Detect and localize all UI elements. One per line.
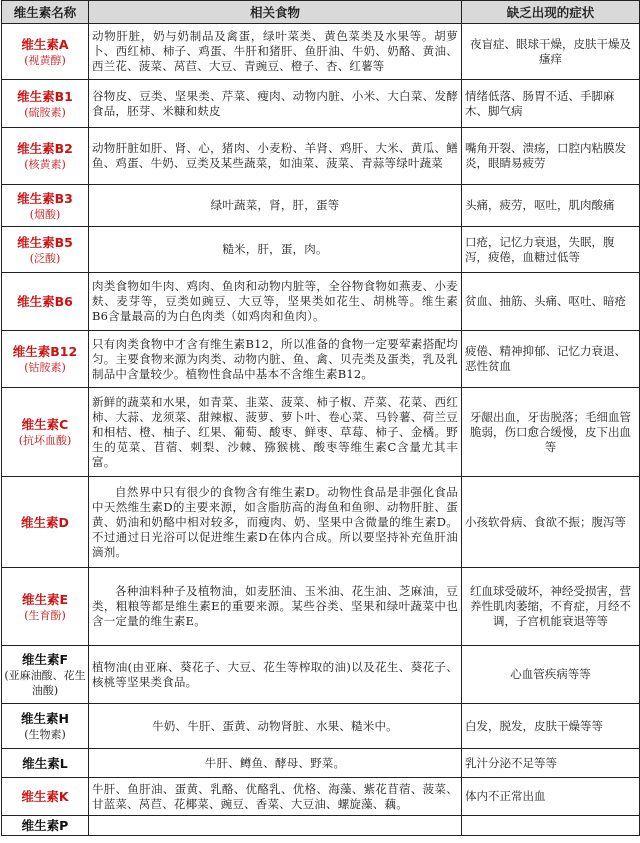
header-vitamin-name: 维生素名称 xyxy=(2,1,89,24)
table-row xyxy=(2,128,640,185)
table-row xyxy=(2,80,640,128)
vitamin-name: 维生素B2 xyxy=(17,141,73,156)
vitamin-name: 维生素D xyxy=(21,514,69,530)
related-food-cell: 牛肝、鱼肝油、蛋黄、乳酪、优酪乳、优格、海藻、紫花苜蓿、菠菜、甘蓝菜、莴苣、花椰菜、豌豆、香菜、大豆油、螺旋藻、藕。 xyxy=(89,778,462,816)
header-row xyxy=(2,1,640,24)
vitamin-table xyxy=(1,0,640,836)
deficiency-symptom-cell: 牙龈出血，牙齿脱落；毛细血管脆弱，伤口愈合缓慢，皮下出血等 xyxy=(462,388,640,477)
vitamin-name: 维生素K xyxy=(21,789,69,804)
vitamin-name-cell xyxy=(2,128,89,185)
vitamin-name: 维生素B6 xyxy=(17,294,73,309)
vitamin-chemical-name: (钴胺素) xyxy=(24,361,66,374)
vitamin-name-cell xyxy=(2,477,89,568)
deficiency-symptom-cell: 乳汁分泌不足等等 xyxy=(462,749,640,778)
vitamin-name-cell xyxy=(2,331,89,388)
table-row xyxy=(2,646,640,704)
deficiency-symptom-cell: 贫血、抽筋、头痛、呕吐、暗疮 xyxy=(462,273,640,331)
vitamin-name: 维生素C xyxy=(21,417,69,432)
deficiency-symptom-cell: 心血管疾病等等 xyxy=(462,646,640,704)
deficiency-symptom-cell xyxy=(462,816,640,836)
vitamin-chemical-name: (抗坏血酸) xyxy=(18,434,72,447)
related-food-cell: 绿叶蔬菜，肾，肝，蛋等 xyxy=(89,185,462,227)
deficiency-symptom-cell: 头痛，疲劳，呕吐，肌肉酸痛 xyxy=(462,185,640,227)
related-food-cell: 肉类食物如牛肉、鸡肉、鱼肉和动物内脏等，全谷物食物如燕麦、小麦麸、麦芽等，豆类如豌豆、大豆等，坚果类如花生、胡桃等。维生素B6含量最高的为白色肉类（如鸡肉和鱼肉）。 xyxy=(89,273,462,331)
vitamin-name-cell xyxy=(2,24,89,80)
vitamin-chemical-name: (泛酸) xyxy=(29,251,61,265)
vitamin-chemical-name: (亚麻油酸、花生油酸) xyxy=(4,669,86,697)
table-row xyxy=(2,388,640,477)
deficiency-symptom-cell: 白发，脱发，皮肤干燥等等 xyxy=(462,704,640,749)
vitamin-chemical-name: (烟酸) xyxy=(29,207,61,221)
table-row xyxy=(2,749,640,778)
vitamin-name-cell xyxy=(2,227,89,273)
related-food-cell: 牛奶、牛肝、蛋黄、动物肾脏、水果、糙米中。 xyxy=(89,704,462,749)
deficiency-symptom-cell: 情绪低落、肠胃不适、手脚麻木、脚气病 xyxy=(462,80,640,128)
vitamin-name-cell xyxy=(2,816,89,836)
related-food-cell: 植物油(由亚麻、葵花子、大豆、花生等榨取的油)以及花生、葵花子、核桃等坚果类食品。 xyxy=(89,646,462,704)
table-body xyxy=(2,24,640,836)
table-row xyxy=(2,185,640,227)
vitamin-name-cell xyxy=(2,704,89,749)
table-row xyxy=(2,568,640,646)
related-food-cell: 糙米，肝，蛋，肉。 xyxy=(89,227,462,273)
table-row xyxy=(2,778,640,816)
vitamin-name: 维生素H xyxy=(21,711,69,726)
table-row xyxy=(2,816,640,836)
related-food-cell: 各种油料种子及植物油，如麦胚油、玉米油、花生油、芝麻油，豆类，粗粮等都是维生素E的重要来源。某些谷类、坚果和绿叶蔬菜中也含一定量的维生素E。 xyxy=(89,568,462,646)
vitamin-name-cell xyxy=(2,388,89,477)
vitamin-chemical-name: (硫胺素) xyxy=(24,105,66,119)
deficiency-symptom-cell: 疲倦、精神抑郁、记忆力衰退、恶性贫血 xyxy=(462,331,640,388)
related-food-cell: 谷物皮、豆类、坚果类、芹菜、瘦肉、动物内脏、小米、大白菜、发酵食品，胚芽、米糠和麸皮 xyxy=(89,80,462,128)
vitamin-name: 维生素B1 xyxy=(17,88,73,104)
vitamin-name: 维生素E xyxy=(21,591,69,607)
related-food-cell: 只有肉类食物中才含有维生素B12，所以准备的食物一定要荤素搭配均匀。主要食物来源为肉类、动物内脏、鱼、禽、贝壳类及蛋类，乳及乳制品中含量较少。植物性食品中基本不含维生素B12。 xyxy=(89,331,462,388)
vitamin-name-cell xyxy=(2,80,89,128)
vitamin-name-cell xyxy=(2,185,89,227)
vitamin-name-cell xyxy=(2,568,89,646)
vitamin-name: 维生素A xyxy=(21,36,69,52)
related-food-cell xyxy=(89,816,462,836)
vitamin-chemical-name: (核黄素) xyxy=(24,158,66,171)
deficiency-symptom-cell: 嘴角开裂、溃疡，口腔内粘膜发炎，眼睛易疲劳 xyxy=(462,128,640,185)
vitamin-name: 维生素F xyxy=(21,652,69,667)
deficiency-symptom-cell: 夜盲症、眼球干燥，皮肤干燥及瘙痒 xyxy=(462,24,640,80)
vitamin-name-cell xyxy=(2,273,89,331)
vitamin-name: 维生素P xyxy=(21,818,69,833)
vitamin-chemical-name: (生育酚) xyxy=(24,608,66,622)
vitamin-name: 维生素B3 xyxy=(17,190,73,206)
related-food-cell: 动物肝脏如肝、肾、心，猪肉、小麦粉、羊肾、鸡肝、大米、黄瓜、鳝鱼、鸡蛋、牛奶、豆类及某些蔬菜，如油菜、菠菜、青蒜等绿叶蔬菜 xyxy=(89,128,462,185)
header-related-food: 相关食物 xyxy=(89,1,462,24)
vitamin-name: 维生素B12 xyxy=(12,344,78,359)
deficiency-symptom-cell: 口疮，记忆力衰退，失眠，腹泻，疲倦，血糖过低等 xyxy=(462,227,640,273)
deficiency-symptom-cell: 体内不正常出血 xyxy=(462,778,640,816)
table-row xyxy=(2,477,640,568)
table-row xyxy=(2,24,640,80)
deficiency-symptom-cell: 小孩软骨病、食欲不振；腹泻等 xyxy=(462,477,640,568)
header-deficiency-symptom: 缺乏出现的症状 xyxy=(462,1,640,24)
table-row xyxy=(2,273,640,331)
vitamin-name-cell xyxy=(2,646,89,704)
vitamin-name: 维生素B5 xyxy=(17,234,73,250)
table-row xyxy=(2,331,640,388)
vitamin-chemical-name: (视黄醇) xyxy=(24,53,66,67)
related-food-cell: 动物肝脏，奶与奶制品及禽蛋，绿叶菜类、黄色菜类及水果等。胡萝卜、西红柿、柿子、鸡蛋、牛肝和猪肝、鱼肝油、牛奶、奶酪、黄油、西兰花、菠菜、莴苣、大豆、青豌豆、橙子、杏、红薯等 xyxy=(89,24,462,80)
deficiency-symptom-cell: 红血球受破坏，神经受损害，营养性肌肉萎缩，不育症，月经不调，子宫机能衰退等等 xyxy=(462,568,640,646)
related-food-cell: 自然界中只有很少的食物含有维生素D。动物性食品是非强化食品中天然维生素D的主要来源，如含脂肪高的海鱼和鱼卵、动物肝脏、蛋黄、奶油和奶酪中相对较多，而瘦肉、奶、坚果中含微量的维生素D。不过通过日光浴可以促进维生素D在体内合成。所以要坚持补充鱼肝油滴剂。 xyxy=(89,477,462,568)
related-food-cell: 新鲜的蔬菜和水果，如青菜、韭菜、菠菜、柿子椒、芹菜、花菜、西红柿、大蒜、龙须菜、甜辣椒、菠萝、萝卜叶、卷心菜、马铃薯、荷兰豆和相桔、橙、柚子、红果、葡萄、酸枣、鲜枣、草莓、柿子、金橘。野生的苋菜、苜蓿、刺梨、沙棘、猕猴桃、酸枣等维生素C含量尤其丰富。 xyxy=(89,388,462,477)
table-row xyxy=(2,704,640,749)
vitamin-name-cell xyxy=(2,778,89,816)
vitamin-name-cell xyxy=(2,749,89,778)
related-food-cell: 牛肝、鳟鱼、酵母、野菜。 xyxy=(89,749,462,778)
table-row xyxy=(2,227,640,273)
vitamin-chemical-name: (生物素) xyxy=(24,728,66,741)
vitamin-name: 维生素L xyxy=(22,755,68,771)
